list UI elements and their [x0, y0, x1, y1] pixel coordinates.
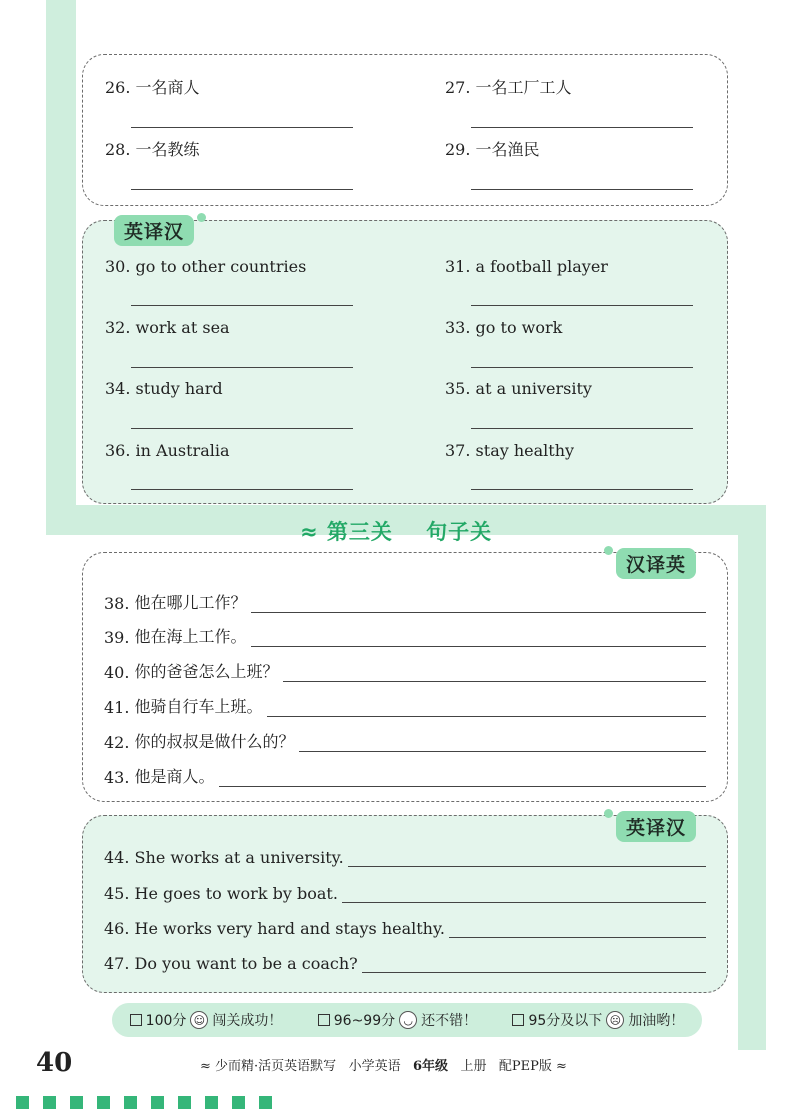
- answer-line-47[interactable]: [362, 972, 706, 973]
- answer-line-43[interactable]: [219, 786, 706, 787]
- answer-line-30[interactable]: [131, 305, 353, 306]
- answer-line-45[interactable]: [342, 902, 706, 903]
- tag-dot: [604, 809, 613, 818]
- smile-face-icon: ☺: [190, 1011, 208, 1029]
- score-item-96-99: 96~99分 ◡ 还不错！: [318, 1010, 477, 1030]
- answer-line-40[interactable]: [283, 681, 706, 682]
- score-item-100: 100分 ☺ 闯关成功！: [130, 1010, 283, 1030]
- score-item-95-below: 95分及以下 ☹ 加油哟！: [512, 1010, 684, 1030]
- q33: 33. go to work: [445, 318, 563, 337]
- q43: 43. 他是商人。: [104, 764, 706, 787]
- answer-line-34[interactable]: [131, 428, 353, 429]
- answer-line-37[interactable]: [471, 489, 693, 490]
- smile-face-icon: ◡: [399, 1011, 417, 1029]
- q41: 41. 他骑自行车上班。: [104, 694, 706, 717]
- decorative-squares: [16, 1096, 272, 1109]
- q32: 32. work at sea: [105, 318, 230, 337]
- q37: 37. stay healthy: [445, 441, 575, 460]
- right-band: [738, 505, 766, 1050]
- q36: 36. in Australia: [105, 441, 230, 460]
- score-bar: [112, 1003, 702, 1037]
- wave-icon: ≈: [300, 520, 319, 544]
- section-title: ≈ 第三关 句子关: [300, 520, 493, 544]
- answer-line-44[interactable]: [348, 866, 706, 867]
- q38: 38. 他在哪儿工作？: [104, 590, 706, 613]
- q29: 29. 一名渔民: [445, 140, 540, 159]
- q39: 39. 他在海上工作。: [104, 624, 706, 647]
- wave-icon: ≈: [200, 1059, 211, 1074]
- tag-cn-en-sentence: 汉译英: [616, 548, 696, 579]
- answer-line-38[interactable]: [251, 612, 706, 613]
- answer-line-41[interactable]: [267, 716, 706, 717]
- answer-line-27[interactable]: [471, 127, 693, 128]
- answer-line-26[interactable]: [131, 127, 353, 128]
- q34: 34. study hard: [105, 379, 223, 398]
- q27: 27. 一名工厂工人: [445, 78, 572, 97]
- answer-line-42[interactable]: [299, 751, 706, 752]
- tag-dot: [604, 546, 613, 555]
- q47: 47. Do you want to be a coach?: [104, 954, 706, 973]
- tag-dot: [197, 213, 206, 222]
- answer-line-31[interactable]: [471, 305, 693, 306]
- q45: 45. He goes to work by boat.: [104, 884, 706, 903]
- tag-en-cn-sentence: 英译汉: [616, 811, 696, 842]
- footer: ≈ 少而精·活页英语默写 小学英语 6年级 上册 配PEP版 ≈: [200, 1059, 567, 1074]
- q46: 46. He works very hard and stays healthy.: [104, 919, 706, 938]
- page-number: 40: [36, 1048, 73, 1078]
- answer-line-32[interactable]: [131, 367, 353, 368]
- checkbox-icon[interactable]: [318, 1014, 330, 1026]
- answer-line-28[interactable]: [131, 189, 353, 190]
- wave-icon: ≈: [556, 1059, 567, 1074]
- left-band-upper: [46, 0, 76, 520]
- answer-line-33[interactable]: [471, 367, 693, 368]
- q26: 26. 一名商人: [105, 78, 200, 97]
- q42: 42. 你的叔叔是做什么的？: [104, 729, 706, 752]
- q28: 28. 一名教练: [105, 140, 200, 159]
- answer-line-46[interactable]: [449, 937, 706, 938]
- answer-line-29[interactable]: [471, 189, 693, 190]
- answer-line-35[interactable]: [471, 428, 693, 429]
- vocab-en-cn-box: [82, 220, 728, 504]
- tag-en-cn-vocab: 英译汉: [114, 215, 194, 246]
- answer-line-39[interactable]: [251, 646, 706, 647]
- answer-line-36[interactable]: [131, 489, 353, 490]
- q30: 30. go to other countries: [105, 257, 307, 276]
- q35: 35. at a university: [445, 379, 592, 398]
- checkbox-icon[interactable]: [512, 1014, 524, 1026]
- q40: 40. 你的爸爸怎么上班？: [104, 659, 706, 682]
- q44: 44. She works at a university.: [104, 848, 706, 867]
- checkbox-icon[interactable]: [130, 1014, 142, 1026]
- vocab-cn-en-box: [82, 54, 728, 206]
- sad-face-icon: ☹: [606, 1011, 624, 1029]
- q31: 31. a football player: [445, 257, 608, 276]
